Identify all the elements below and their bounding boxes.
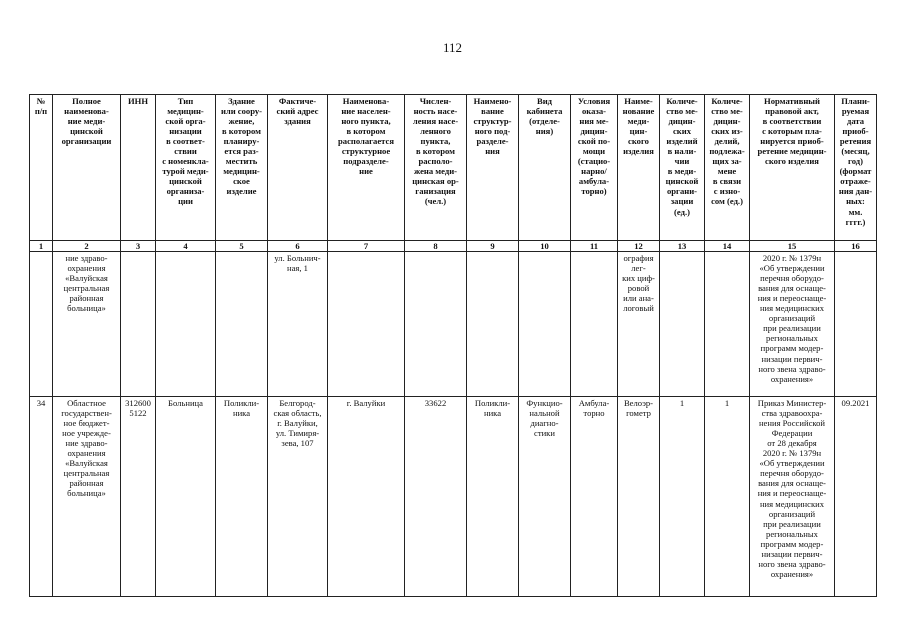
table-cell: Поликли- ника	[216, 397, 268, 597]
column-number: 9	[467, 241, 519, 252]
header-cell: Тип медицин- ской орга- низации в соответ- ствии с номенкла- турой меди- цинской организа- ции	[156, 95, 216, 241]
table-cell: ография лег- ких циф- ровой или ана- логовый	[618, 252, 660, 397]
header-row	[30, 95, 877, 241]
table-cell	[121, 252, 156, 397]
table-cell: 34	[30, 397, 53, 597]
header-cell: Полное наименова- ние меди- цинской организации	[53, 95, 121, 241]
column-number: 1	[30, 241, 53, 252]
column-number: 6	[268, 241, 328, 252]
table-cell	[30, 252, 53, 397]
table-cell: ул. Больнич- ная, 1	[268, 252, 328, 397]
table-cell: 1	[705, 397, 750, 597]
table-cell	[571, 252, 618, 397]
column-number-row	[30, 241, 877, 252]
column-number: 16	[835, 241, 877, 252]
table-cell	[835, 252, 877, 397]
table-cell: Велоэр- гометр	[618, 397, 660, 597]
header-cell: Наиме- нование меди- цин- ского изделия	[618, 95, 660, 241]
column-number: 12	[618, 241, 660, 252]
header-cell: Условия оказа- ния ме- дицин- ской по- мощи (стацио- нарно/ амбула- торно)	[571, 95, 618, 241]
table-cell: 09.2021	[835, 397, 877, 597]
column-number: 2	[53, 241, 121, 252]
header-cell: Наимено- вание структур- ного под- разделе- ния	[467, 95, 519, 241]
table-cell: ние здраво- охранения «Валуйская центральная районная больница»	[53, 252, 121, 397]
header-cell: Фактиче- ский адрес здания	[268, 95, 328, 241]
table-cell	[328, 252, 405, 397]
column-number: 3	[121, 241, 156, 252]
table-cell: Приказ Министер- ства здравоохра- нения Российской Федерации от 28 декабря 2020 г. № 1379н «Об утверждении перечня оборудо- вания для оснаще- ния и переоснаще- ния медицинских организаций при реализации региональных программ модер- низации первич- ного звена здраво- охранения»	[750, 397, 835, 597]
header-cell: Вид кабинета (отделе- ния)	[519, 95, 571, 241]
table-cell: Белгород- ская область, г. Валуйки, ул. Тимиря- зева, 107	[268, 397, 328, 597]
table-row	[30, 397, 877, 597]
table-row	[30, 252, 877, 397]
column-number: 11	[571, 241, 618, 252]
table-cell	[467, 252, 519, 397]
table-cell	[660, 252, 705, 397]
header-cell: ИНН	[121, 95, 156, 241]
header-cell: Количе- ство ме- дицин- ских изделий в нали- чии в меди- цинской органи- зации (ед.)	[660, 95, 705, 241]
table-cell: Областное государствен- ное бюджет- ное учрежде- ние здраво- охранения «Валуйская центральная районная больница»	[53, 397, 121, 597]
column-number: 5	[216, 241, 268, 252]
header-cell: Наименова- ние населен- ного пункта, в котором располагается структурное подразделе- ние	[328, 95, 405, 241]
table-cell: 312600 5122	[121, 397, 156, 597]
table-cell	[156, 252, 216, 397]
column-number: 14	[705, 241, 750, 252]
table-cell: 33622	[405, 397, 467, 597]
table-cell: 2020 г. № 1379н «Об утверждении перечня оборудо- вания для оснаще- ния и переоснаще- ния медицинских организаций при реализации региональных программ модер- низации первич- ного звена здраво- охранения»	[750, 252, 835, 397]
header-cell: № п/п	[30, 95, 53, 241]
table-cell	[216, 252, 268, 397]
column-number: 8	[405, 241, 467, 252]
header-cell: Нормативный правовой акт, в соответствии с которым пла- нируется приоб- ретение медицин- ского изделия	[750, 95, 835, 241]
table-cell	[405, 252, 467, 397]
column-number: 15	[750, 241, 835, 252]
table-cell	[519, 252, 571, 397]
column-number: 10	[519, 241, 571, 252]
column-number: 4	[156, 241, 216, 252]
table-cell: г. Валуйки	[328, 397, 405, 597]
header-cell: Числен- ность насе- ления насе- ленного пункта, в котором располо- жена меди- цинская ор- ганизация (чел.)	[405, 95, 467, 241]
table-cell: Амбула- торно	[571, 397, 618, 597]
header-cell: Количе- ство ме- дицин- ских из- делий, подлежа- щих за- мене в связи с изно- сом (ед.)	[705, 95, 750, 241]
column-number: 13	[660, 241, 705, 252]
table-cell	[705, 252, 750, 397]
header-cell: Плани- руемая дата приоб- ретения (месяц, год) (формат отраже- ния дан- ных: мм. гггг.)	[835, 95, 877, 241]
page-number: 112	[442, 40, 463, 55]
table-cell: Поликли- ника	[467, 397, 519, 597]
table-cell: 1	[660, 397, 705, 597]
header-cell: Здание или соору- жение, в котором планиру- ется раз- местить медицин- ское изделие	[216, 95, 268, 241]
table-cell: Больница	[156, 397, 216, 597]
equipment-table	[29, 94, 877, 597]
column-number: 7	[328, 241, 405, 252]
table-cell: Функцио- нальной диагно- стики	[519, 397, 571, 597]
